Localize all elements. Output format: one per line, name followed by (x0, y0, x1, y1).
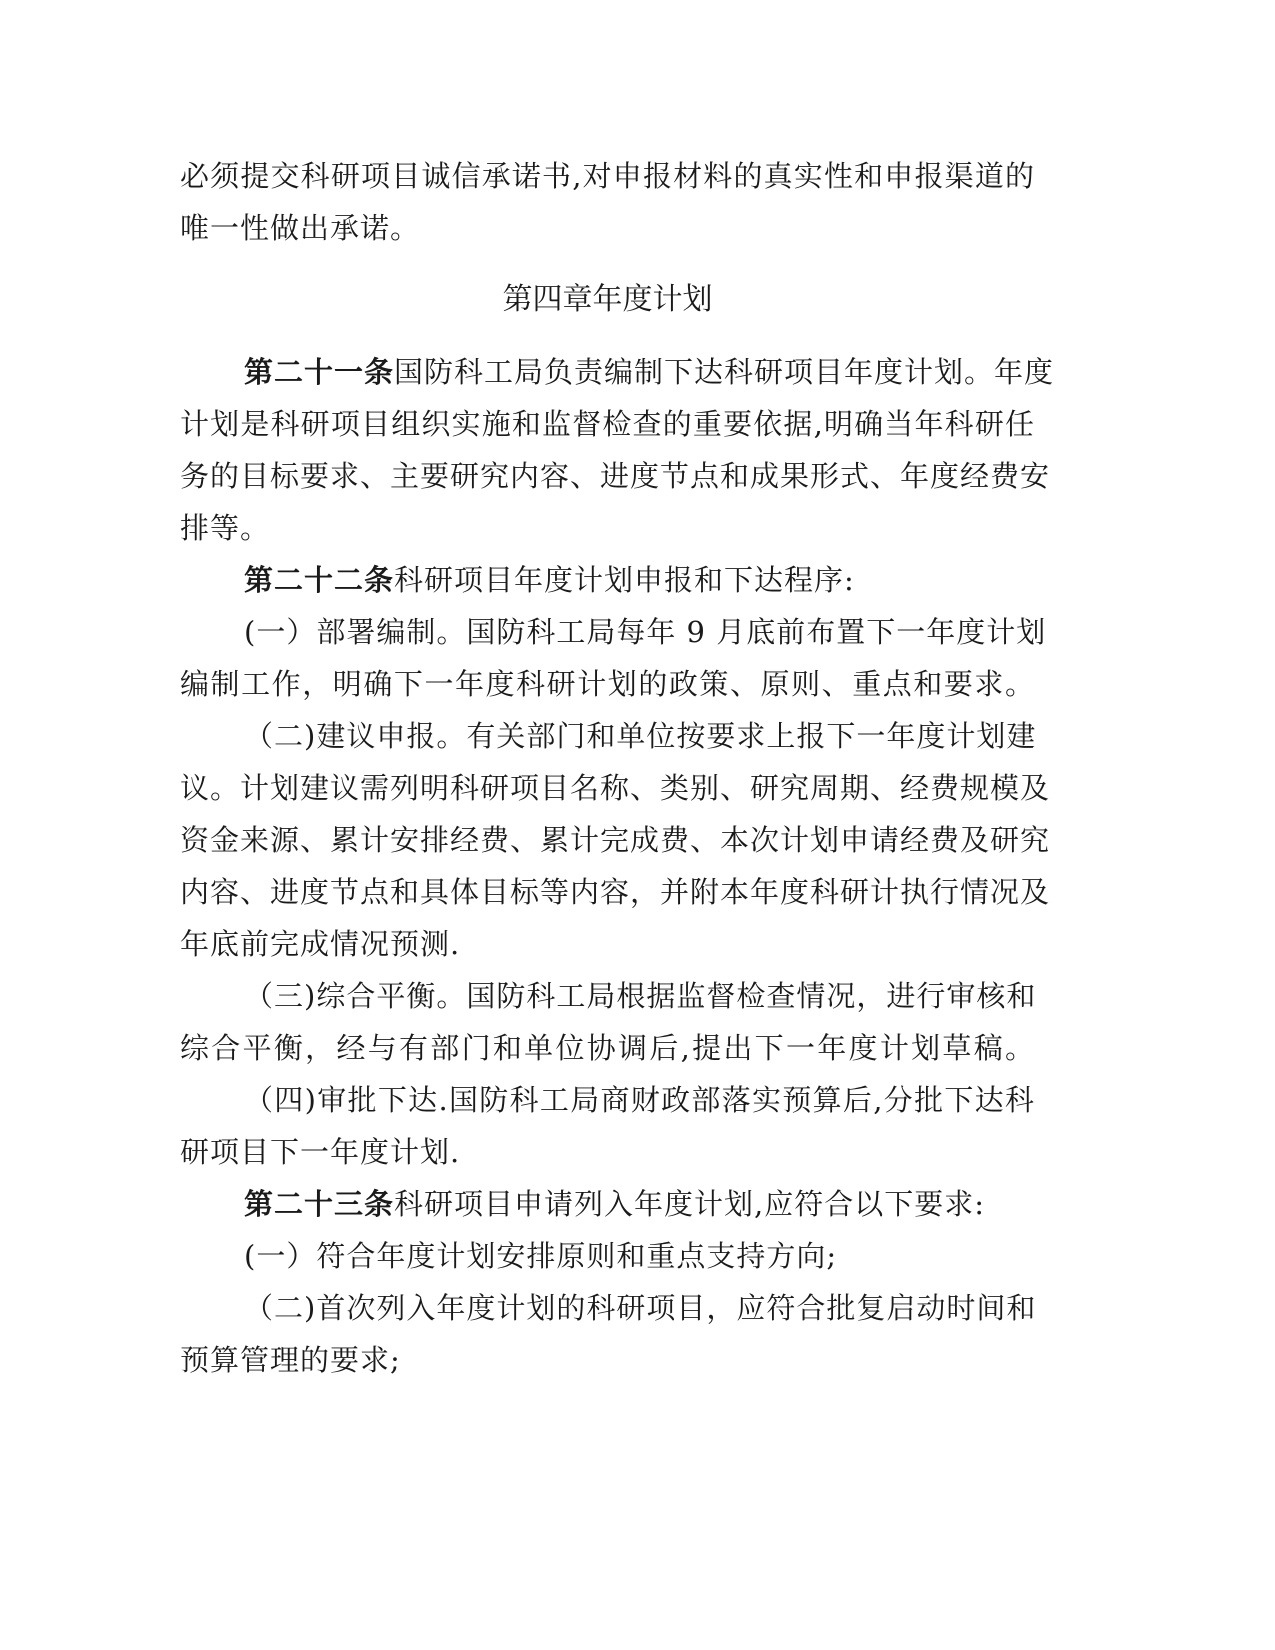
article-label: 第二十一条 (244, 355, 395, 389)
text-line: 年底前完成情况预测. (180, 927, 461, 961)
text-line: （二)建议申报。有关部门和单位按要求上报下一年度计划建 (244, 719, 1037, 753)
article-21-line (180, 346, 1055, 398)
text-line: 务的目标要求、主要研究内容、进度节点和成果形式、年度经费安 (180, 459, 1051, 493)
text-line: 资金来源、累计安排经费、累计完成费、本次计划申请经费及研究 (180, 823, 1051, 857)
text-line: 计划是科研项目组织实施和监督检查的重要依据,明确当年科研任 (180, 407, 1035, 441)
article-label: 第二十三条 (244, 1187, 395, 1221)
text-line: （三)综合平衡。国防科工局根据监督检查情况，进行审核和 (244, 979, 1037, 1013)
text-line: 预算管理的要求; (180, 1343, 401, 1377)
chapter-title: 第四章年度计划 (502, 282, 713, 317)
text-line: （二)首次列入年度计划的科研项目，应符合批复启动时间和 (244, 1291, 1037, 1325)
text-line: 编制工作，明确下一年度科研计划的政策、原则、重点和要求。 (180, 667, 1035, 701)
text-line: 综合平衡，经与有部门和单位协调后,提出下一年度计划草稿。 (180, 1031, 1035, 1065)
article-label: 第二十二条 (244, 563, 395, 597)
text-line: （四)审批下达.国防科工局商财政部落实预算后,分批下达科 (244, 1083, 1035, 1117)
article-23-line (180, 1178, 1035, 1230)
text-line: (一）部署编制。国防科工局每年 9 月底前布置下一年度计划 (244, 615, 1047, 649)
text-line: 内容、进度节点和具体目标等内容，并附本年度科研计执行情况及 (180, 875, 1051, 909)
text-line: 唯一性做出承诺。 (180, 211, 421, 245)
text-line: (一）符合年度计划安排原则和重点支持方向; (244, 1239, 838, 1273)
text-line: 排等。 (180, 511, 271, 545)
text-line: 研项目下一年度计划. (180, 1135, 461, 1169)
text-line: 必须提交科研项目诚信承诺书,对申报材料的真实性和申报渠道的 (180, 159, 1035, 193)
article-22-line (180, 554, 1035, 606)
document-page (180, 150, 1055, 1386)
text-line: 议。计划建议需列明科研项目名称、类别、研究周期、经费规模及 (180, 771, 1051, 805)
article-text: 科研项目年度计划申报和下达程序: (394, 563, 855, 597)
article-text: 科研项目申请列入年度计划,应符合以下要求: (394, 1187, 986, 1221)
article-text: 国防科工局负责编制下达科研项目年度计划。年度 (394, 355, 1055, 389)
